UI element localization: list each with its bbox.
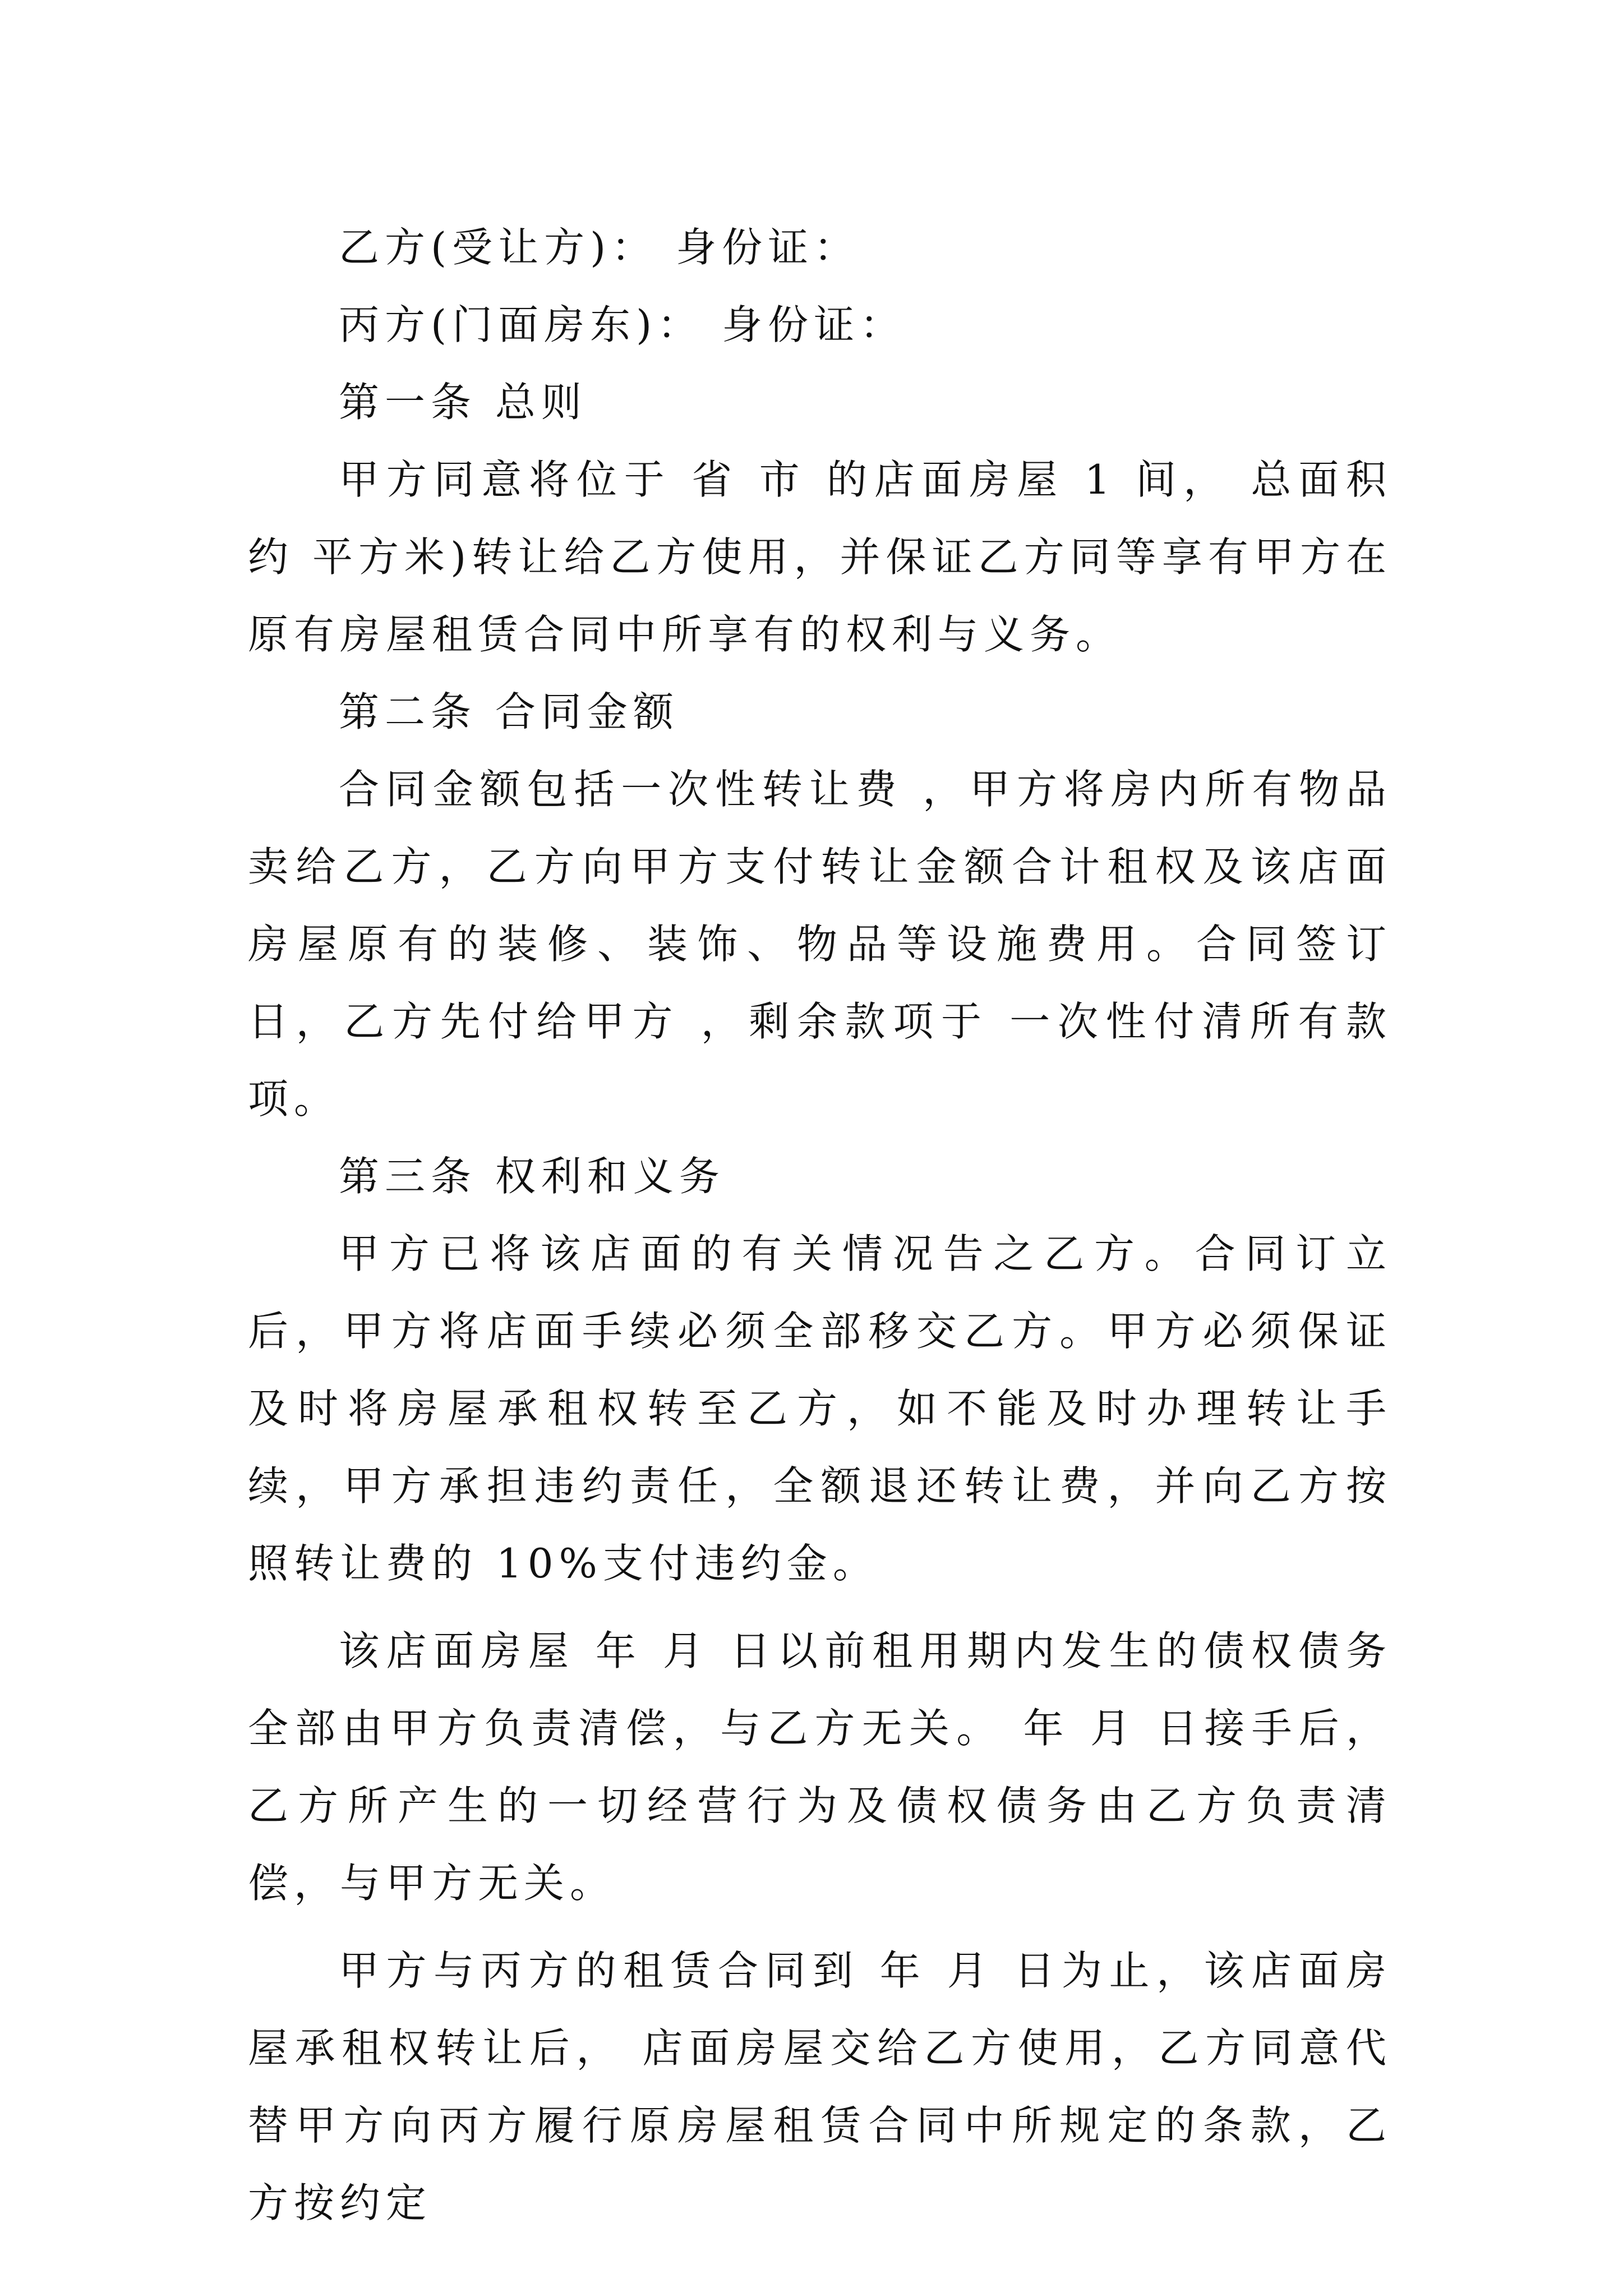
article-1-heading: 第一条 总则 bbox=[339, 379, 587, 426]
party-b-line: 乙方(受让方)： 身份证： bbox=[339, 224, 860, 271]
article-3-text-2: 该店面房屋 年 月 日以前租用期内发生的债权债务全部由甲方负责清偿，与乙方无关。 年 月 日接手后，乙方所产生的一切经营行为及债权债务由乙方负责清偿，与甲方无关。 bbox=[248, 1627, 1392, 1907]
article-3-heading: 第三条 权利和义务 bbox=[339, 1153, 725, 1200]
article-3-text-1: 甲方已将该店面的有关情况告之乙方。合同订立后，甲方将店面手续必须全部移交乙方。甲方必须保证及时将房屋承租权转至乙方，如不能及时办理转让手续，甲方承担违约责任，全额退还转让费，并向乙方按照转让费的 10%支付违约金。 bbox=[248, 1230, 1392, 1587]
document-body bbox=[248, 209, 1392, 2242]
article-1-text: 甲方同意将位于 省 市 的店面房屋 1 间， 总面积约 平方米)转让给乙方使用，并保证乙方同等享有甲方在原有房屋租赁合同中所享有的权利与义务。 bbox=[248, 456, 1392, 658]
article-3-text-3: 甲方与丙方的租赁合同到 年 月 日为止，该店面房屋承租权转让后， 店面房屋交给乙方使用，乙方同意代替甲方向丙方履行原房屋租赁合同中所规定的条款，乙方按约定 bbox=[248, 1947, 1392, 2226]
article-2-heading: 第二条 合同金额 bbox=[339, 688, 679, 735]
party-c-line: 丙方(门面房东)： 身份证： bbox=[339, 301, 906, 348]
article-2-text: 合同金额包括一次性转让费 ，甲方将房内所有物品卖给乙方，乙方向甲方支付转让金额合计租权及该店面房屋原有的装修、装饰、物品等设施费用。合同签订日，乙方先付给甲方 ，剩余款项于 一次性付清所有款项。 bbox=[248, 766, 1392, 1122]
